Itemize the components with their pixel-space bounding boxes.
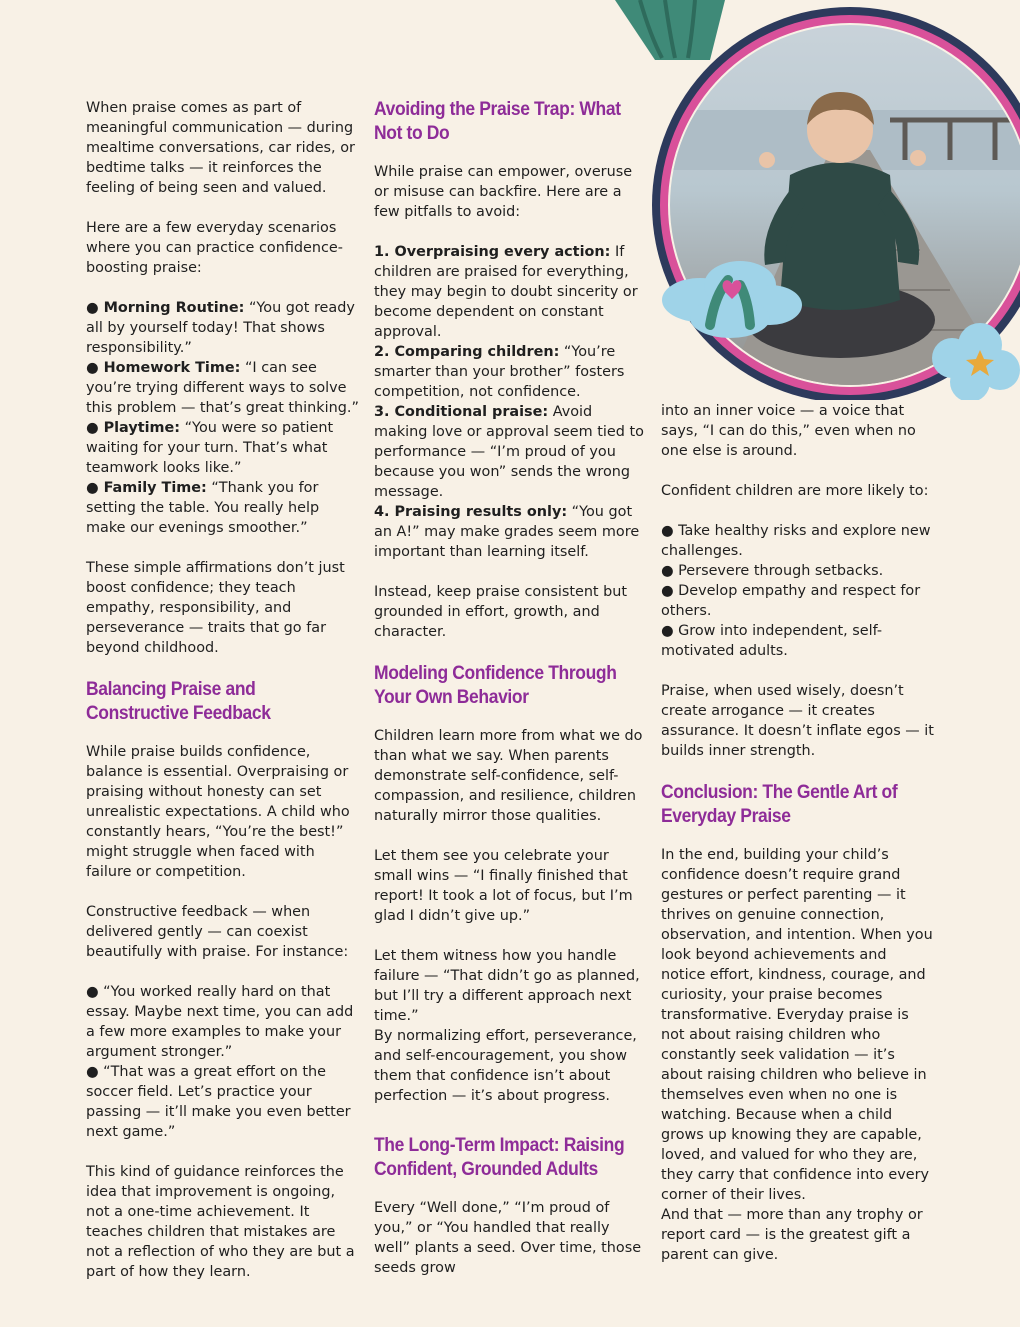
failure-paragraph: Let them witness how you handle failure — “That didn’t go as planned, but I’ll try a different approach next time.” [374, 948, 640, 1024]
list-item: ● Homework Time: “I can see you’re trying different ways to solve this problem — that’s great thinking.” [86, 360, 359, 416]
list-item: ● Take healthy risks and explore new challenges. [661, 523, 931, 559]
list-item: ● Develop empathy and respect for others. [661, 583, 921, 619]
column-3 [661, 401, 934, 1265]
trap-intro: While praise can empower, overuse or misuse can backfire. Here are a few pitfalls to avoid: [374, 164, 633, 220]
list-item: ● Grow into independent, self-motivated adults. [661, 623, 883, 659]
section-heading-modeling: Modeling Confidence Through Your Own Behavior [374, 663, 617, 708]
seed-paragraph: Every “Well done,” “I’m proud of you,” or “You handled that really well” plants a seed. Over time, those seeds grow [374, 1200, 642, 1276]
list-item: ● “You worked really hard on that essay. Maybe next time, you can add a few more examples to make your argument stronger.” [86, 984, 354, 1060]
list-item: ● Family Time: “Thank you for setting the table. You really help make our evenings smoother.” [86, 480, 320, 536]
scenarios-list [86, 298, 361, 538]
examples-list [86, 982, 361, 1142]
traits-intro: Confident children are more likely to: [661, 483, 929, 499]
pitfalls-list [374, 242, 648, 562]
intro-paragraph: When praise comes as part of meaningful communication — during mealtime conversations, car rides, or bedtime talks — it reinforces the feeling of being seen and valued. [86, 100, 355, 196]
section-heading-conclusion: Conclusion: The Gentle Art of Everyday Praise [661, 782, 898, 827]
instead-paragraph: Instead, keep praise consistent but grounded in effort, growth, and character. [374, 584, 628, 640]
scenarios-intro: Here are a few everyday scenarios where you can practice confidence-boosting praise: [86, 220, 343, 276]
section-heading-balance: Balancing Praise and Constructive Feedback [86, 679, 271, 724]
column-2 [374, 98, 648, 1298]
section-heading-trap: Avoiding the Praise Trap: What Not to Do [374, 99, 621, 144]
conclusion-paragraph: In the end, building your child’s confidence doesn’t require grand gestures or perfect parenting — it thrives on genuine connection, observation, and intention. When you look beyond achievements and notice effort, kindness, courage, and curiosity, your praise becomes transformative. Everyday praise is not about raising children who constantly seek validation — it’s about raising children who believe in themselves even when no one is watching. Because when a child grows up knowing they are capable, loved, and valued for who they are, they carry that confidence into every corner of their lives. [661, 847, 933, 1203]
list-item: ● Morning Routine: “You got ready all by yourself today! That shows responsibility.” [86, 300, 355, 356]
traits-list [661, 521, 934, 661]
leaf-cluster-icon [615, 0, 725, 60]
list-item: 4. Praising results only: “You got an A!” may make grades seem more important than learning itself. [374, 504, 640, 560]
list-item: 3. Conditional praise: Avoid making love or approval seem tied to performance — “I’m proud of you because you won” sends the wrong message. [374, 404, 644, 500]
list-item: 1. Overpraising every action: If children are praised for everything, they may begin to doubt sincerity or become dependent on constant approval. [374, 244, 638, 340]
modeling-paragraph: Children learn more from what we do than what we say. When parents demonstrate self-confidence, self-compassion, and resilience, children naturally mirror those qualities. [374, 728, 643, 824]
guidance-paragraph: This kind of guidance reinforces the idea that improvement is ongoing, not a one-time achievement. It teaches children that mistakes are not a reflection of who they are but a part of how they learn. [86, 1164, 355, 1280]
assurance-paragraph: Praise, when used wisely, doesn’t create arrogance — it creates assurance. It doesn’t inflate egos — it builds inner strength. [661, 683, 934, 759]
wins-paragraph: Let them see you celebrate your small wins — “I finally finished that report! It took a lot of focus, but I’m glad I didn’t give up.” [374, 848, 633, 924]
column-1 [86, 98, 361, 1302]
list-item: 2. Comparing children: “You’re smarter than your brother” fosters competition, not confidence. [374, 344, 625, 400]
balance-paragraph: While praise builds confidence, balance is essential. Overpraising or praising without honesty can set unrealistic expectations. A child who constantly hears, “You’re the best!” might struggle when faced with failure or competition. [86, 744, 350, 880]
list-item: ● “That was a great effort on the soccer field. Let’s practice your passing — it’ll make you even better next game.” [86, 1064, 351, 1140]
section-heading-long-term: The Long-Term Impact: Raising Confident, Grounded Adults [374, 1135, 625, 1180]
inner-voice-paragraph: into an inner voice — a voice that says, “I can do this,” even when no one else is around. [661, 403, 916, 459]
list-item: ● Persevere through setbacks. [661, 563, 884, 579]
list-item: ● Playtime: “You were so patient waiting for your turn. That’s what teamwork looks like.” [86, 420, 334, 476]
affirmations-paragraph: These simple affirmations don’t just boost confidence; they teach empathy, responsibility, and perseverance — traits that go far beyond childhood. [86, 560, 345, 656]
normalizing-paragraph: By normalizing effort, perseverance, and self-encouragement, you show them that confidence isn’t about perfection — it’s about progress. [374, 1028, 637, 1104]
feedback-paragraph: Constructive feedback — when delivered gently — can coexist beautifully with praise. For instance: [86, 904, 349, 960]
closing-paragraph: And that — more than any trophy or report card — is the greatest gift a parent can give. [661, 1207, 923, 1263]
photo-frame-decoration [600, 0, 1020, 400]
